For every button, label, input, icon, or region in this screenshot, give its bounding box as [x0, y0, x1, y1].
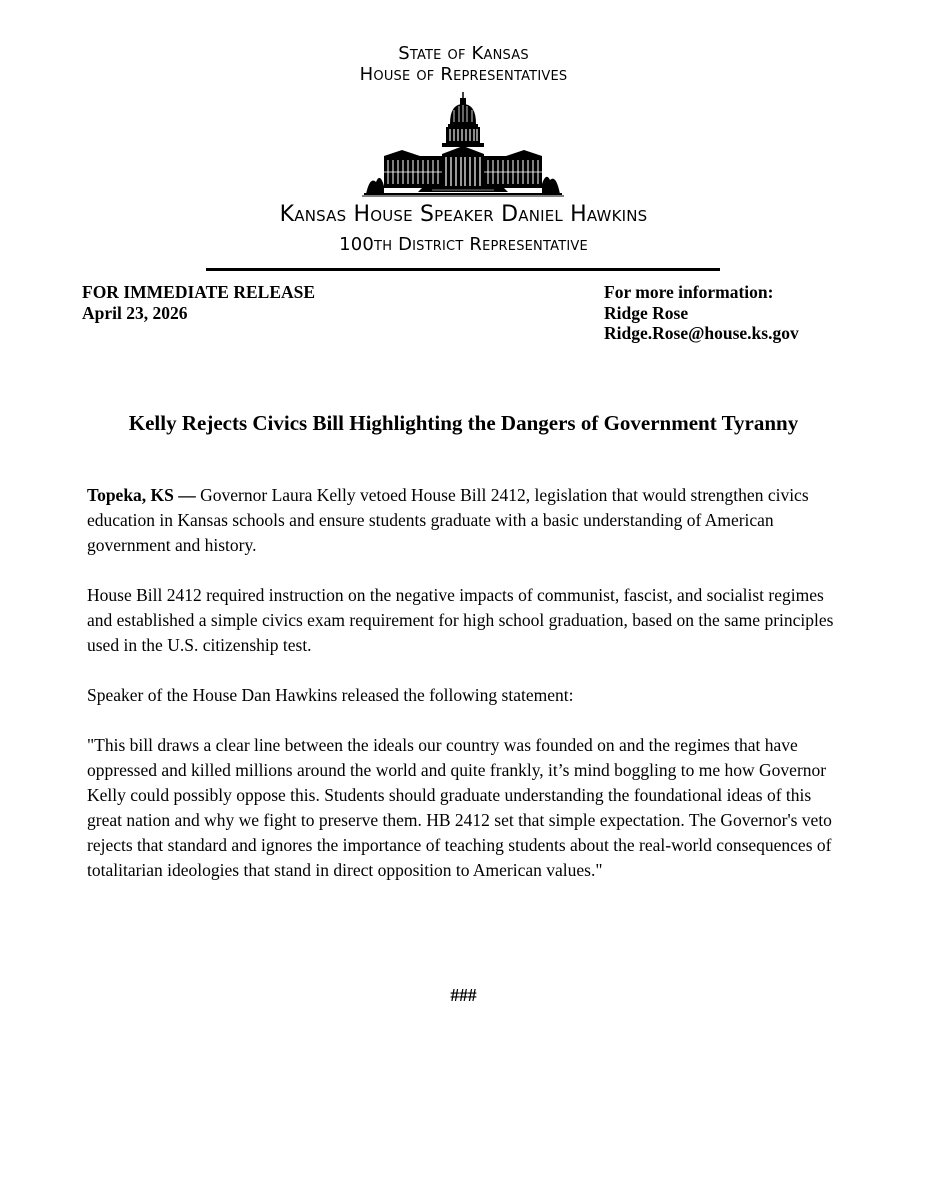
release-info — [82, 282, 315, 323]
end-mark: ### — [450, 985, 477, 1005]
district-title: 100th District Representative — [339, 234, 588, 255]
body-paragraph-2: House Bill 2412 required instruction on the negative impacts of communist, fascist, and socialist regimes and established a simple civics exam requirement for high school graduation, based on the same principles used in the U.S. citizenship test. — [87, 585, 834, 655]
contact-label: For more information: — [604, 282, 774, 302]
speaker-quote: "This bill draws a clear line between the ideals our country was founded on and the regimes that have oppressed and killed millions around the world and quite frankly, it’s mind boggling to me how Governor Kelly could possibly oppose this. Students should graduate understanding the foundational ideas of this great nation and why we fight to preserve them. HB 2412 set that simple expectation. The Governor's veto rejects that standard and ignores the importance of teaching students about the real-world consequences of totalitarian ideologies that stand in direct opposition to American values." — [87, 735, 832, 880]
capitol-building-icon — [362, 90, 564, 198]
body-paragraph-3: Speaker of the House Dan Hawkins released the following statement: — [87, 685, 574, 705]
press-release-headline: Kelly Rejects Civics Bill Highlighting the Dangers of Government Tyranny — [128, 411, 799, 435]
contact-info — [604, 282, 799, 344]
letterhead-house: House of Representatives — [359, 64, 568, 85]
contact-name: Ridge Rose — [604, 302, 689, 323]
paragraph-1-text: Governor Laura Kelly vetoed House Bill 2412, legislation that would strengthen civics education in Kansas schools and ensure students graduate with a basic understanding of American government and history. — [87, 485, 809, 555]
contact-email: Ridge.Rose@house.ks.gov — [604, 323, 799, 343]
release-label: FOR IMMEDIATE RELEASE — [82, 282, 316, 302]
header-divider — [206, 268, 720, 271]
speaker-name: Kansas House Speaker Daniel Hawkins — [279, 202, 648, 227]
dateline: Topeka, KS — — [87, 485, 196, 505]
body-paragraph-1 — [87, 483, 845, 558]
release-date: April 23, 2026 — [82, 302, 188, 323]
letterhead-state: State of Kansas — [398, 43, 529, 64]
